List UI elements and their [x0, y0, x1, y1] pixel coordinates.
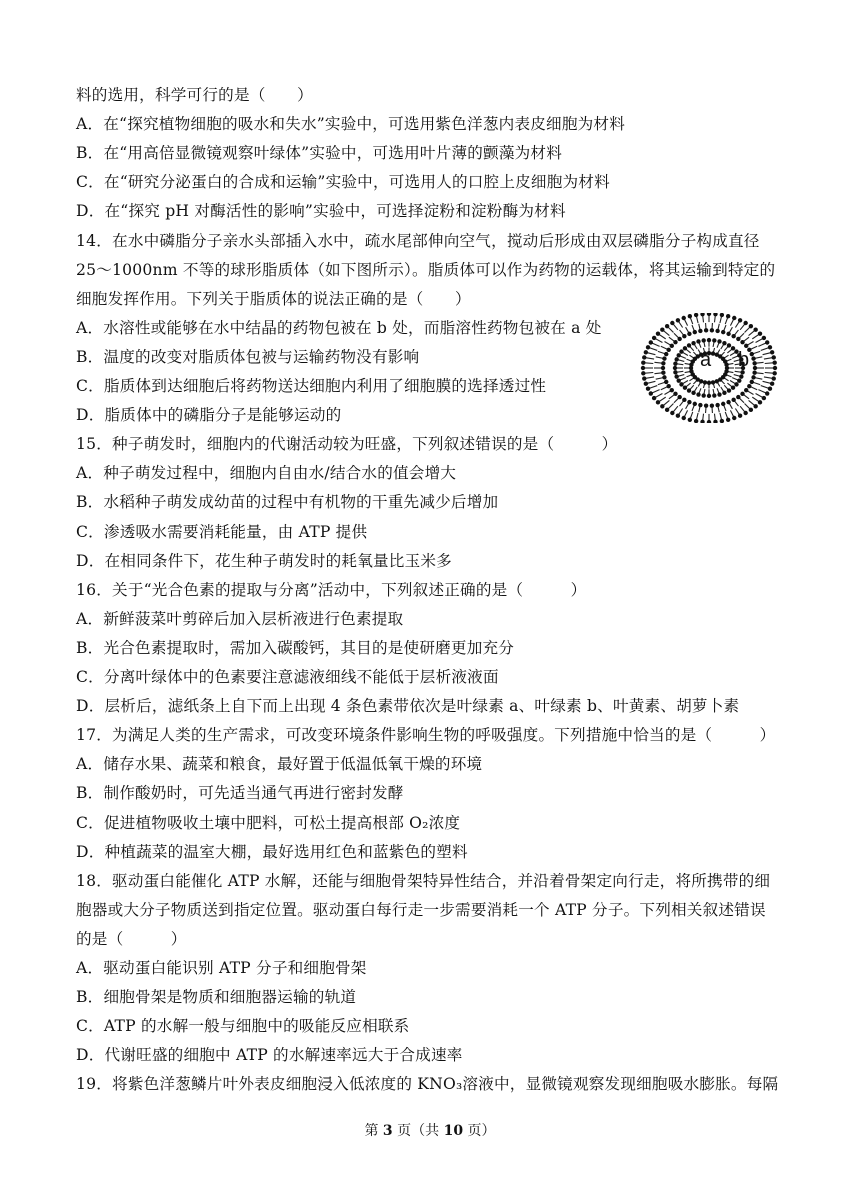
text-line: A．驱动蛋白能识别 ATP 分子和细胞骨架 — [76, 959, 367, 977]
footer-page-number: 3 — [382, 1123, 393, 1139]
text-line: B．在“用高倍显微镜观察叶绿体”实验中，可选用叶片薄的颤藻为材料 — [76, 144, 563, 163]
text-line: A．新鲜菠菜叶剪碎后加入层析液进行色素提取 — [76, 609, 404, 628]
footer-suffix: 页） — [467, 1123, 496, 1139]
text-line: D．在“探究 pH 对酶活性的影响”实验中，可选择淀粉和淀粉酶为材料 — [76, 202, 566, 221]
text-line: 14．在水中磷脂分子亲水头部插入水中，疏水尾部伸向空气，搅动后形成由双层磷脂分子构成直径 — [76, 231, 760, 250]
text-line: A．水溶性或能够在水中结晶的药物包被在 b 处，而脂溶性药物包被在 a 处 — [76, 318, 602, 337]
text-line: 料的选用，科学可行的是（ ） — [76, 86, 313, 104]
text-line: B．温度的改变对脂质体包被与运输药物没有影响 — [76, 347, 420, 366]
text-line: C．分离叶绿体中的色素要注意滤液细线不能低于层析液液面 — [76, 668, 499, 686]
liposome-diagram — [640, 313, 778, 423]
text-line: 的是（ ） — [76, 929, 187, 948]
text-line: A．储存水果、蔬菜和粮食，最好置于低温低氧干燥的环境 — [76, 755, 483, 774]
text-line: 15．种子萌发时，细胞内的代谢活动较为旺盛，下列叙述错误的是（ ） — [76, 435, 618, 454]
text-line: 细胞发挥作用。下列关于脂质体的说法正确的是（ ） — [76, 289, 471, 308]
text-line: C．在“研究分泌蛋白的合成和运输”实验中，可选用人的口腔上皮细胞为材料 — [76, 173, 610, 192]
footer-mid: 页（共 — [397, 1123, 440, 1139]
text-line: 25～1000nm 不等的球形脂质体（如下图所示）。脂质体可以作为药物的运载体，将其运输到特定的 — [76, 260, 776, 279]
text-line: 19．将紫色洋葱鳞片叶外表皮细胞浸入低浓度的 KNO₃溶液中，显微镜观察发现细胞吸水膨胀。每隔 — [76, 1075, 779, 1094]
text-line: C．渗透吸水需要消耗能量，由 ATP 提供 — [76, 522, 368, 541]
text-line: C．ATP 的水解一般与细胞中的吸能反应相联系 — [76, 1017, 410, 1036]
text-line: 18．驱动蛋白能催化 ATP 水解，还能与细胞骨架特异性结合，并沿着骨架定向行走，将所携带的细 — [76, 871, 771, 890]
text-line: D．种植蔬菜的温室大棚，最好选用红色和蓝紫色的塑料 — [76, 842, 468, 861]
text-line: B．细胞骨架是物质和细胞器运输的轨道 — [76, 988, 357, 1007]
text-line: 胞器或大分子物质送到指定位置。驱动蛋白每行走一步需要消耗一个 ATP 分子。下列相关叙述错误 — [76, 900, 766, 919]
text-line: B．制作酸奶时，可先适当通气再进行密封发酵 — [76, 784, 404, 803]
label-a: a — [700, 349, 712, 371]
text-line: D．代谢旺盛的细胞中 ATP 的水解速率远大于合成速率 — [76, 1046, 463, 1065]
text-line: C．促进植物吸收土壤中肥料，可松土提高根部 O₂浓度 — [76, 813, 461, 832]
footer-total-pages: 10 — [443, 1123, 464, 1139]
footer-prefix: 第 — [364, 1123, 379, 1139]
text-line: D．在相同条件下，花生种子萌发时的耗氧量比玉米多 — [76, 551, 452, 570]
text-line: A．种子萌发过程中，细胞内自由水/结合水的值会增大 — [76, 464, 457, 483]
label-b: b — [738, 349, 750, 371]
text-line: 17．为满足人类的生产需求，可改变环境条件影响生物的呼吸强度。下列措施中恰当的是（ ） — [76, 726, 776, 745]
text-line: A．在“探究植物细胞的吸水和失水”实验中，可选用紫色洋葱内表皮细胞为材料 — [76, 115, 625, 134]
text-line: 16．关于“光合色素的提取与分离”活动中，下列叙述正确的是（ ） — [76, 580, 587, 599]
text-line: B．水稻种子萌发成幼苗的过程中有机物的干重先减少后增加 — [76, 493, 499, 512]
text-line: C．脂质体到达细胞后将药物送达细胞内利用了细胞膜的选择透过性 — [76, 377, 547, 395]
text-line: D．层析后，滤纸条上自下而上出现 4 条色素带依次是叶绿素 a、叶绿素 b、叶黄素、胡萝卜素 — [76, 697, 740, 716]
page-footer — [0, 1120, 860, 1140]
text-line: D．脂质体中的磷脂分子是能够运动的 — [76, 406, 342, 425]
text-line: B．光合色素提取时，需加入碳酸钙，其目的是使研磨更加充分 — [76, 638, 515, 657]
